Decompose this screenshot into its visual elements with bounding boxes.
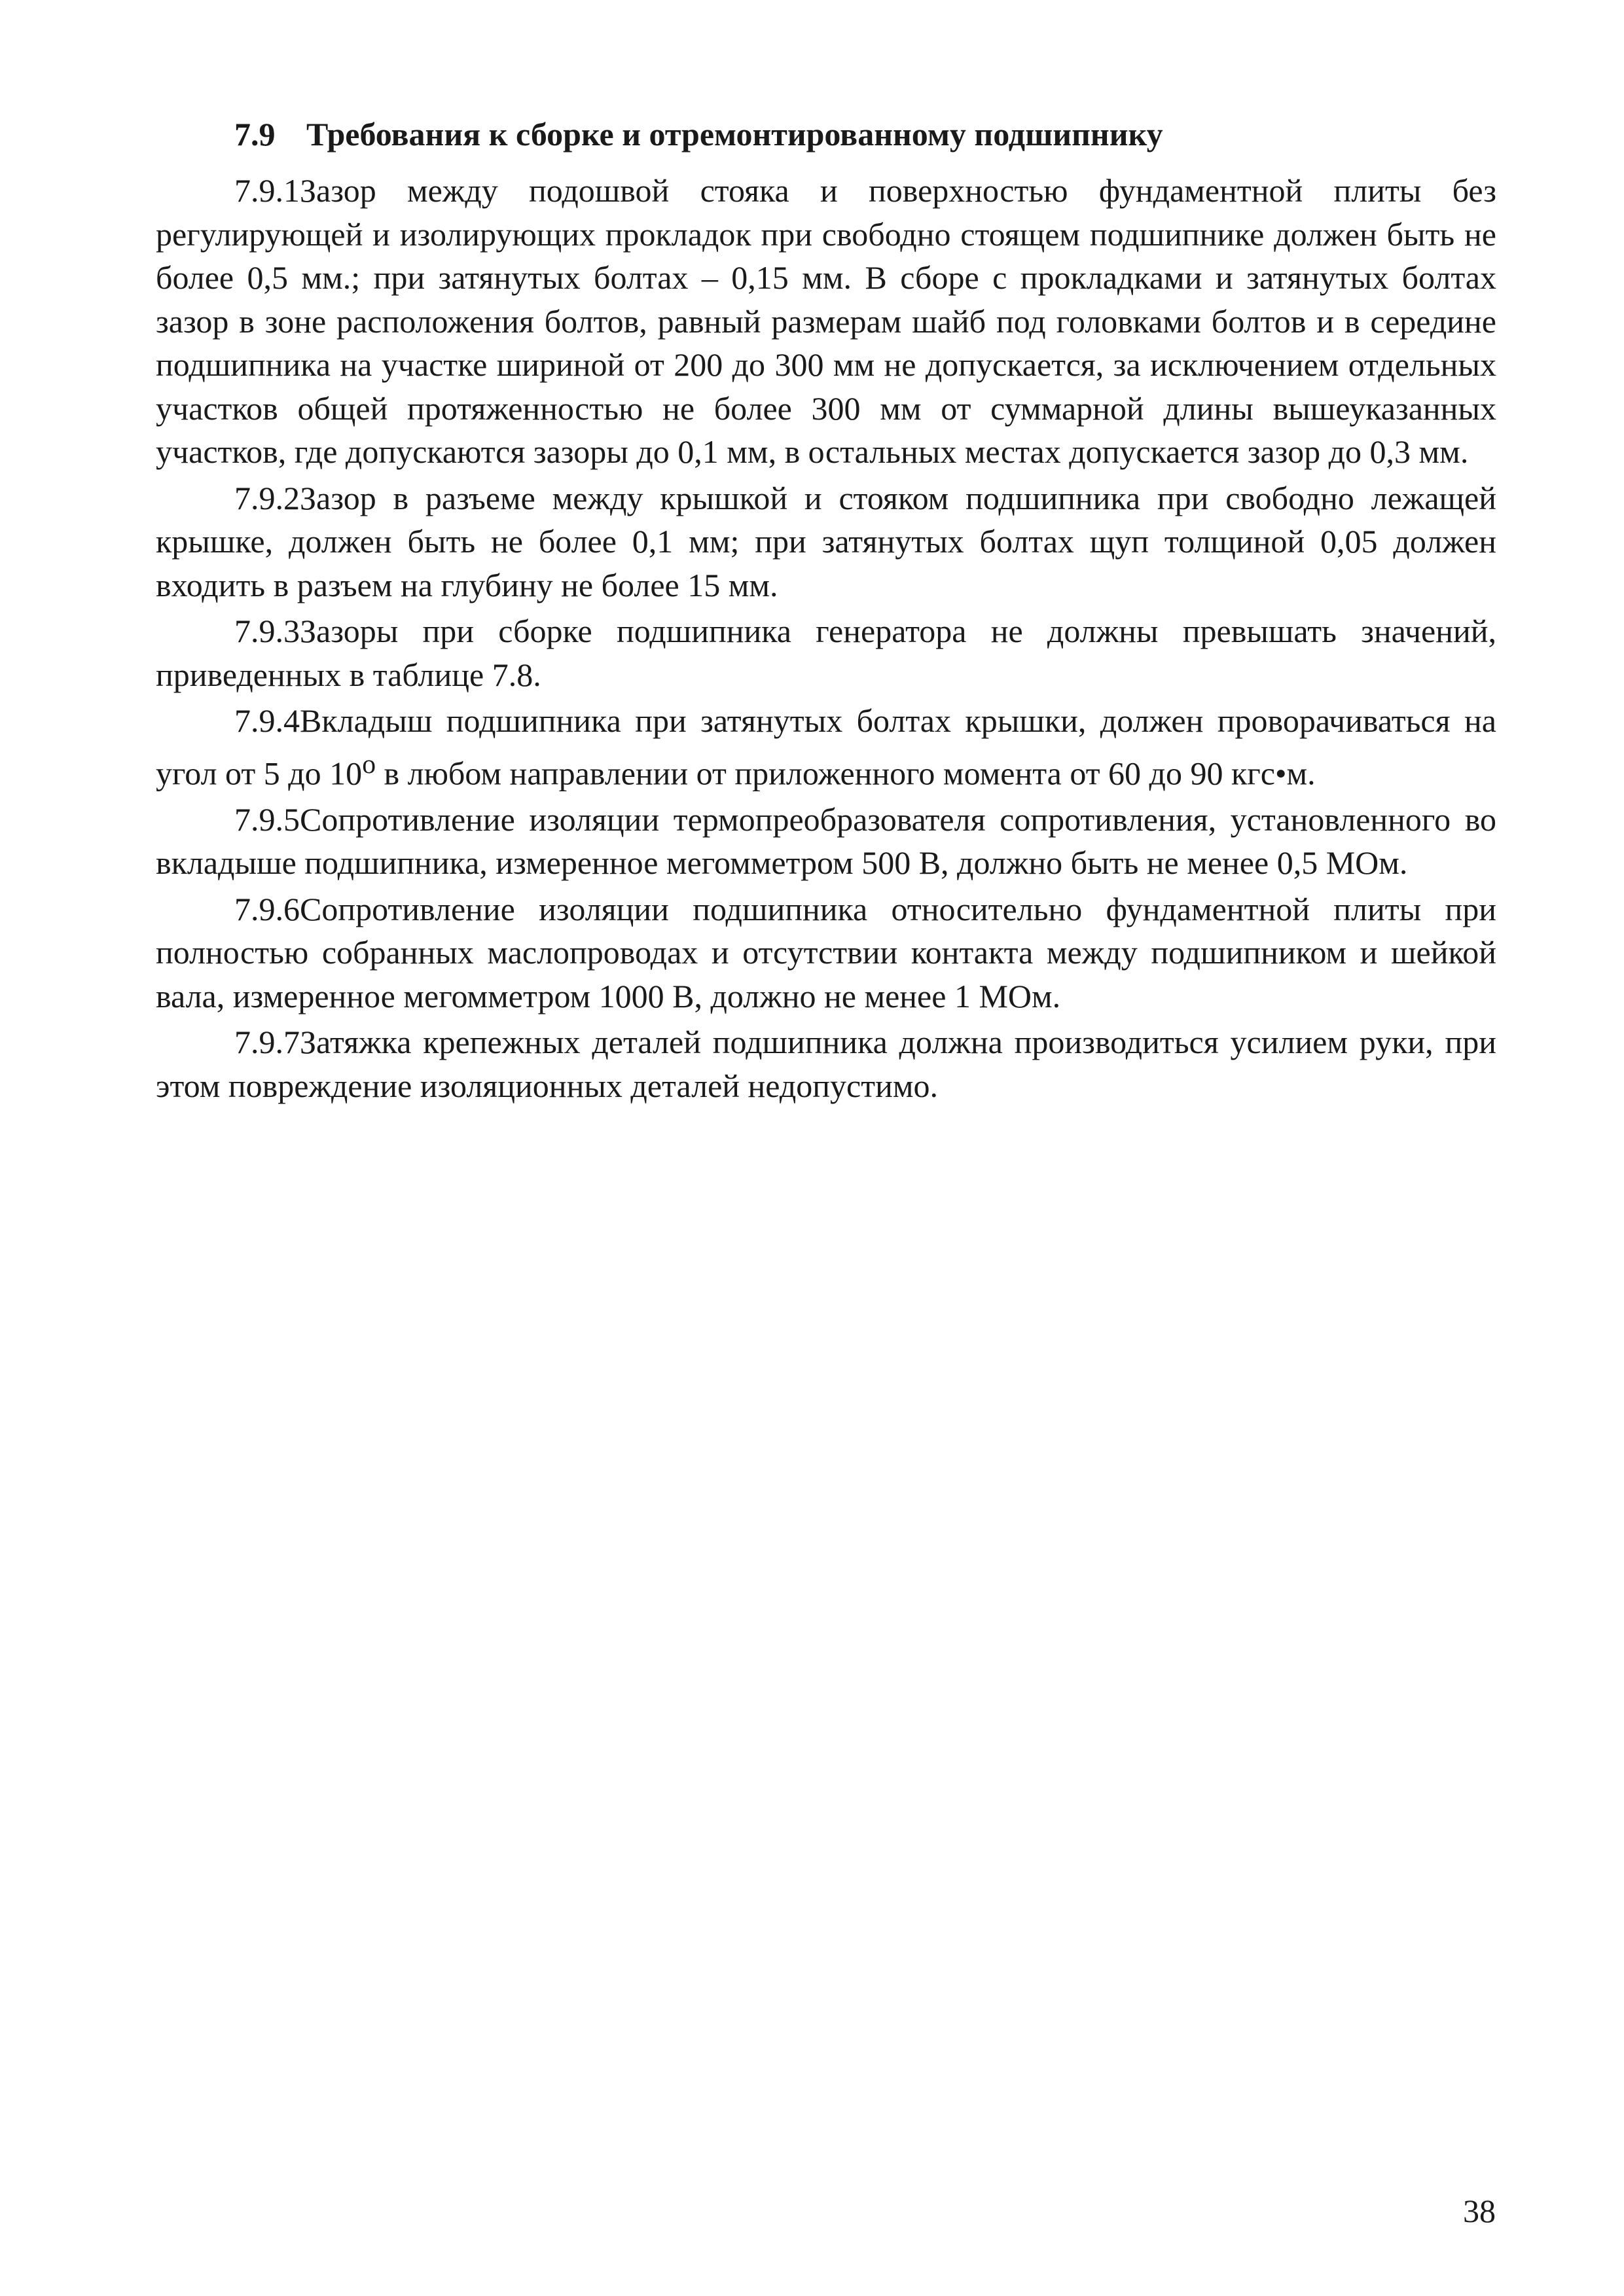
paragraph-text: Вкладыш подшипника при затянутых болтах крышки, должен проворачиваться на угол от 5 до 10 [156, 702, 1496, 792]
paragraph-number: 7.9.7 [234, 1024, 300, 1061]
paragraph-7-9-6 [156, 888, 1496, 1018]
paragraph-number: 7.9.4 [234, 702, 300, 739]
paragraph-text: Сопротивление изоляции термопреобразователя сопротивления, установленного во вкладыше подшипника, измеренное мегомметром 500 В, должно быть не менее 0,5 МОм. [156, 800, 1496, 882]
paragraph-number: 7.9.3 [234, 613, 300, 649]
paragraph-text: Зазор в разъеме между крышкой и стояком подшипника при свободно лежащей крышке, должен быть не более 0,1 мм; при затянутых болтах щуп толщиной 0,05 должен входить в разъем на глубину не более 15 мм. [156, 479, 1496, 603]
paragraph-text: Зазоры при сборке подшипника генератора не должны превышать значений, приведенных в таблице 7.8. [156, 613, 1496, 693]
page-body [156, 113, 1496, 1110]
paragraph-number: 7.9.2 [234, 479, 300, 516]
paragraph-number: 7.9.6 [234, 890, 300, 927]
section-title: Требования к сборке и отремонтированному подшипнику [306, 116, 1163, 152]
degree-superscript: о [362, 749, 376, 780]
paragraph-7-9-5 [156, 798, 1496, 885]
paragraph-7-9-4 [156, 699, 1496, 795]
paragraph-text: Сопротивление изоляции подшипника относительно фундаментной плиты при полностью собранных маслопроводах и отсутствии контакта между подшипником и шейкой вала, измеренное мегомметром 1000 В, должно не менее 1 МОм. [156, 890, 1496, 1014]
paragraph-7-9-7 [156, 1020, 1496, 1107]
section-number: 7.9 [234, 116, 276, 152]
paragraph-7-9-3 [156, 609, 1496, 696]
paragraph-text: Зазор между подошвой стояка и поверхностью фундаментной плиты без регулирующей и изолирующих прокладок при свободно стоящем подшипнике должен быть не более 0,5 мм.; при затянутых болтах – 0,15 мм. В сборе с прокладками и затянутых болтах зазор в зоне расположения болтов, равный размерам шайб под головками болтов и в середине подшипника на участке шириной от 200 до 300 мм не допускается, за исключением отдельных участков общей протяженностью не более 300 мм от суммарной длины вышеуказанных участков, где допускаются зазоры до 0,1 мм, в остальных местах допускается зазор до 0,3 мм. [156, 172, 1496, 470]
paragraph-number: 7.9.1 [234, 172, 300, 209]
paragraph-7-9-1 [156, 169, 1496, 474]
section-heading [156, 113, 1496, 156]
paragraph-7-9-2 [156, 476, 1496, 607]
paragraph-text-continued: в любом направлении от приложенного момента от 60 до 90 кгс•м. [376, 755, 1316, 792]
paragraph-number: 7.9.5 [234, 800, 300, 838]
paragraph-text: Затяжка крепежных деталей подшипника должна производиться усилием руки, при этом повреждение изоляционных деталей недопустимо. [156, 1024, 1496, 1104]
page-number: 38 [1463, 2193, 1496, 2229]
